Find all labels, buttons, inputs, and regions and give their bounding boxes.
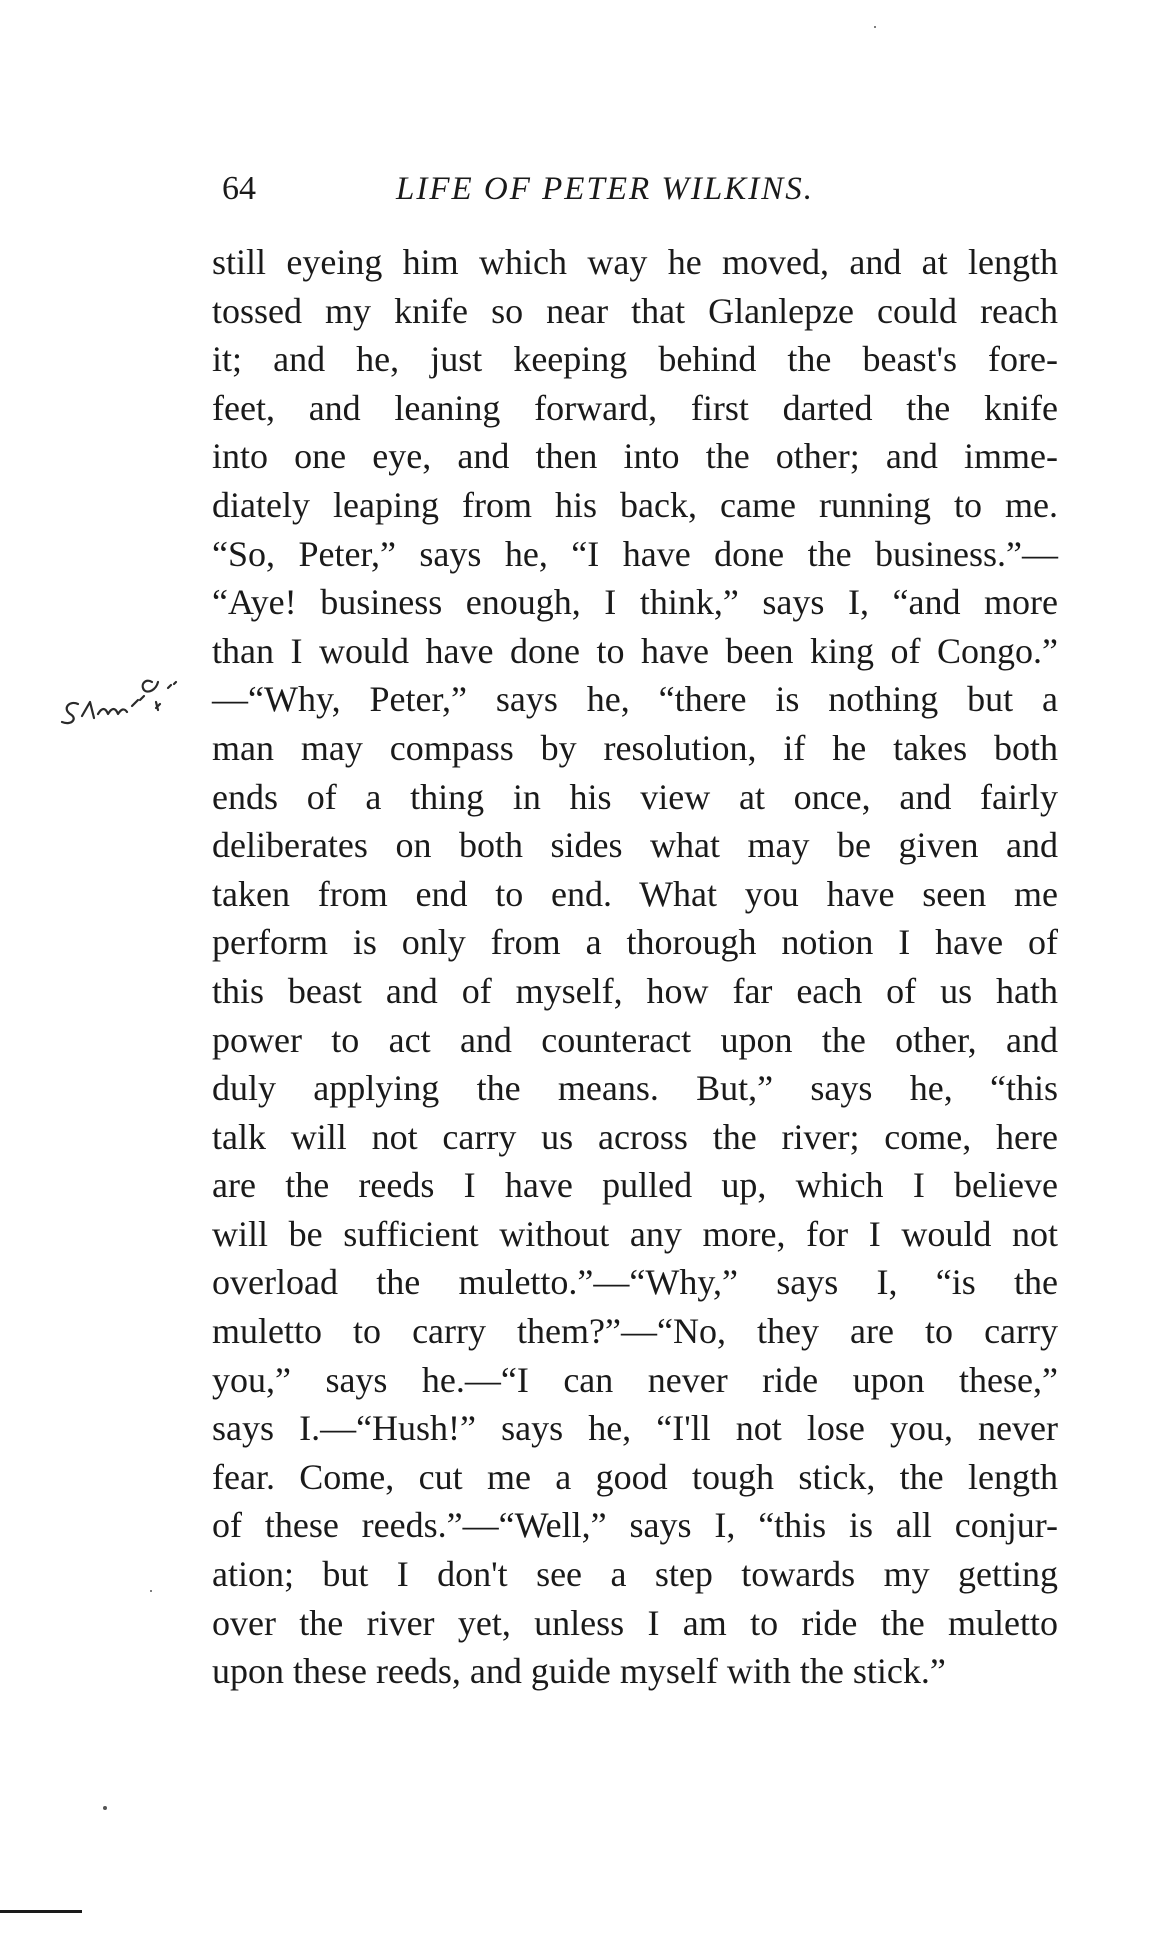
page-header [222, 164, 902, 214]
text-line: “So, Peter,” says he, “I have done the business.”— [212, 533, 1058, 574]
ink-speck [874, 26, 876, 28]
text-line: still eyeing him which way he moved, and at length [212, 242, 1058, 282]
text-line: this beast and of myself, how far each of us hath [212, 970, 1058, 1011]
text-line: upon these reeds, and guide myself with the stick.” [212, 1651, 946, 1692]
text-line: over the river yet, unless I am to ride the muletto [212, 1602, 1058, 1643]
text-line: feet, and leaning forward, first darted the knife [212, 387, 1058, 428]
text-line: perform is only from a thorough notion I have of [212, 922, 1058, 963]
text-line: muletto to carry them?”—“No, they are to carry [212, 1311, 1058, 1352]
text-line: ation; but I don't see a step towards my getting [212, 1554, 1058, 1595]
text-line: it; and he, just keeping behind the beast's fore- [212, 339, 1058, 380]
text-line: power to act and counteract upon the other, and [212, 1019, 1058, 1060]
text-line: overload the muletto.”—“Why,” says I, “is the [212, 1262, 1058, 1303]
text-line: you,” says he.—“I can never ride upon these,” [212, 1359, 1058, 1400]
text-line: tossed my knife so near that Glanlepze could reach [212, 290, 1058, 331]
text-line: talk will not carry us across the river; come, here [212, 1116, 1058, 1157]
text-line: fear. Come, cut me a good tough stick, the length [212, 1456, 1058, 1497]
text-line: deliberates on both sides what may be given and [212, 825, 1058, 866]
text-line: of these reeds.”—“Well,” says I, “this is all conjur- [212, 1505, 1058, 1546]
ink-speck [103, 1806, 107, 1810]
text-line: duly applying the means. But,” says he, “this [212, 1068, 1058, 1109]
text-line: are the reeds I have pulled up, which I believe [212, 1165, 1058, 1206]
body-text [212, 238, 1058, 1696]
running-title: LIFE OF PETER WILKINS. [396, 171, 814, 207]
ink-speck [150, 1590, 152, 1592]
text-line: ends of a thing in his view at once, and fairly [212, 776, 1058, 817]
text-line: taken from end to end. What you have seen me [212, 873, 1058, 914]
marginal-handwriting [52, 660, 212, 750]
footer-rule [0, 1910, 82, 1913]
text-line: “Aye! business enough, I think,” says I, “and more [212, 582, 1058, 623]
page-number: 64 [222, 170, 256, 207]
text-line: says I.—“Hush!” says he, “I'll not lose you, never [212, 1408, 1058, 1449]
text-line: man may compass by resolution, if he takes both [212, 727, 1058, 768]
text-line: into one eye, and then into the other; and imme- [212, 436, 1058, 477]
text-line: diately leaping from his back, came running to me. [212, 484, 1058, 525]
text-line: will be sufficient without any more, for I would not [212, 1213, 1058, 1254]
text-line: than I would have done to have been king of Congo.” [212, 630, 1058, 671]
text-line: —“Why, Peter,” says he, “there is nothing but a [212, 679, 1058, 720]
